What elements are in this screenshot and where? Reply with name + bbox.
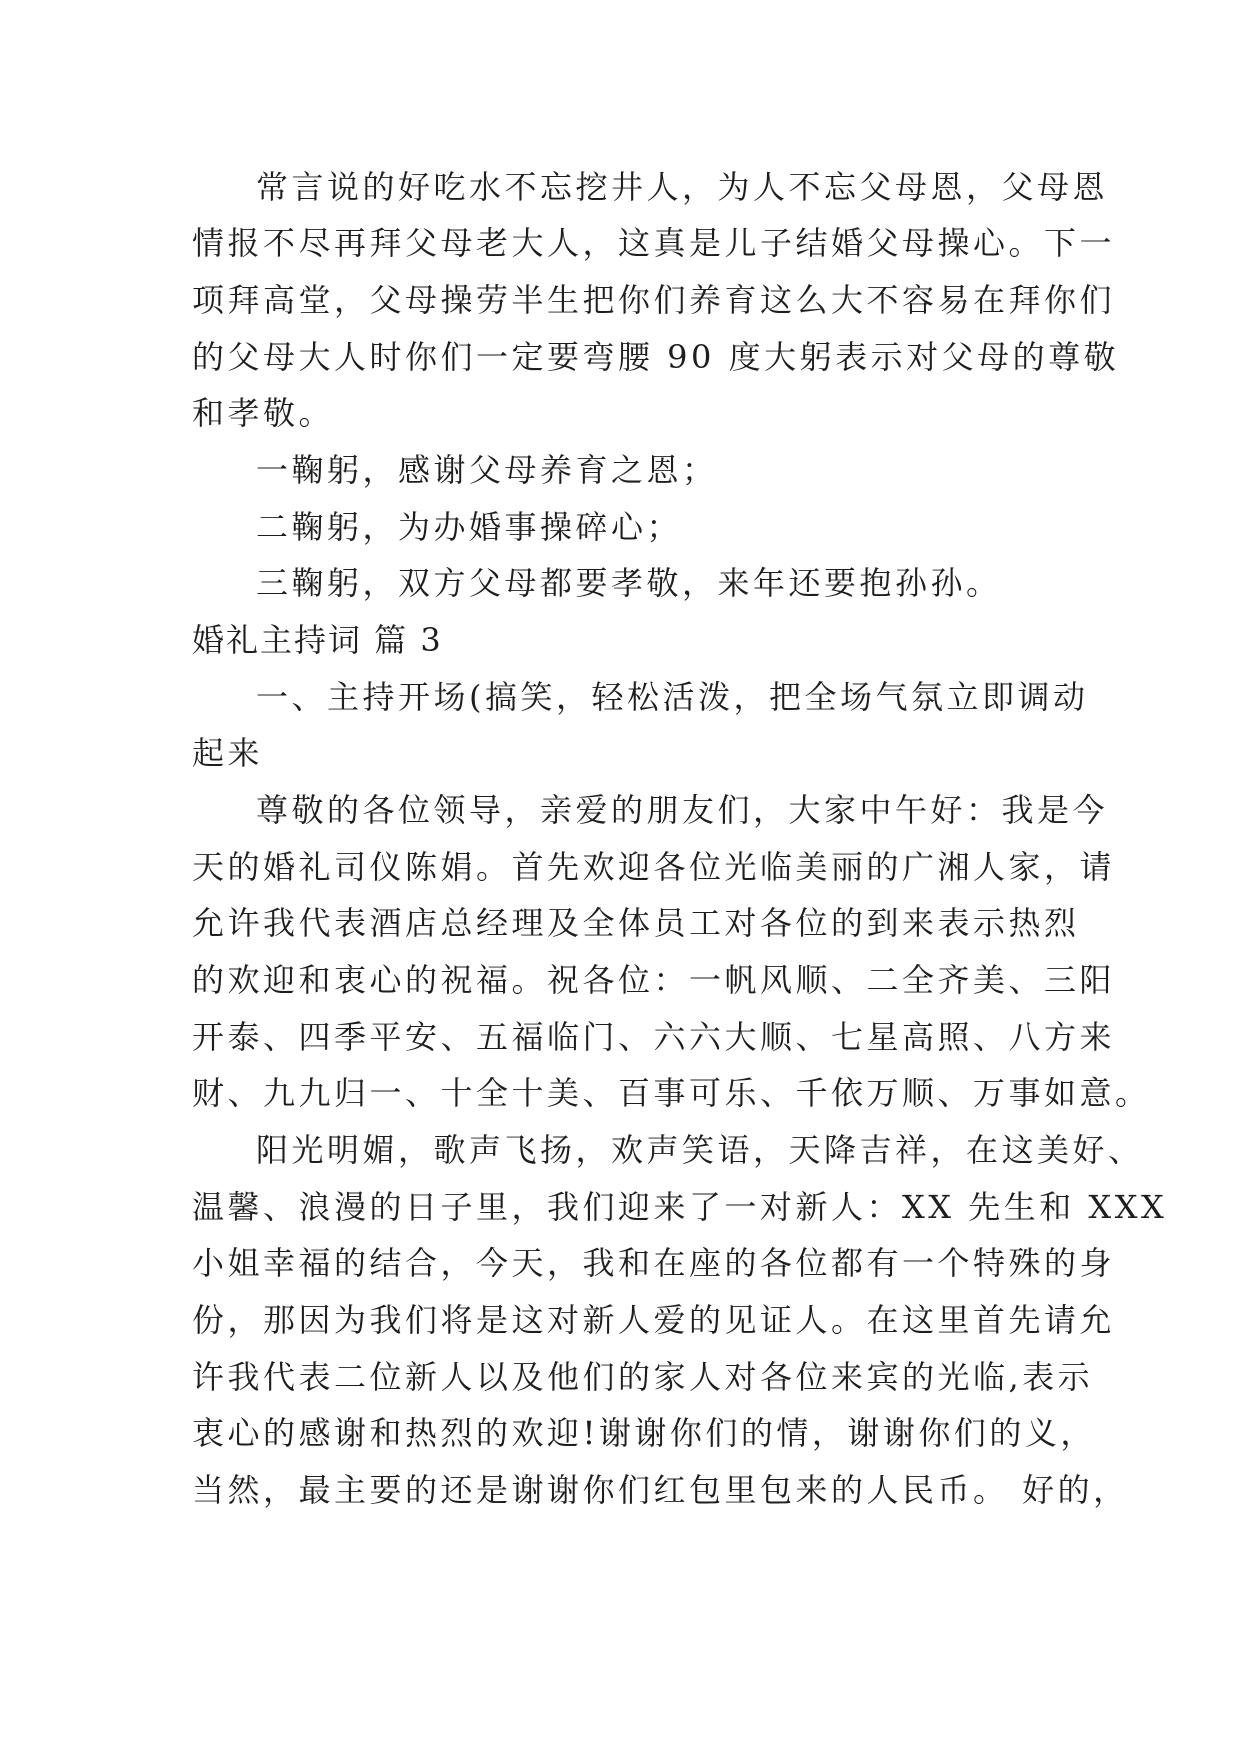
paragraph-line: 项拜高堂，父母操劳半生把你们养育这么大不容易在拜你们 <box>192 281 1116 319</box>
paragraph-line: 起来 <box>192 734 264 772</box>
paragraph-line: 一、主持开场(搞笑，轻松活泼，把全场气氛立即调动 <box>256 678 1089 716</box>
paragraph-line: 开泰、四季平安、五福临门、六六大顺、七星高照、八方来 <box>192 1018 1116 1056</box>
list-item-line: 二鞠躬，为办婚事操碎心； <box>256 508 683 546</box>
paragraph-line: 小姐幸福的结合，今天，我和在座的各位都有一个特殊的身 <box>192 1244 1116 1282</box>
list-item-line: 一鞠躬，感谢父母养育之恩； <box>256 451 718 489</box>
paragraph-line: 和孝敬。 <box>192 394 335 432</box>
paragraph-line: 天的婚礼司仪陈娟。首先欢迎各位光临美丽的广湘人家，请 <box>192 848 1116 886</box>
section-heading: 婚礼主持词 篇 3 <box>192 621 443 659</box>
paragraph-line: 许我代表二位新人以及他们的家人对各位来宾的光临,表示 <box>192 1358 1094 1396</box>
paragraph-line: 的父母大人时你们一定要弯腰 90 度大躬表示对父母的尊敬 <box>192 338 1120 376</box>
paragraph-line: 的欢迎和衷心的祝福。祝各位：一帆风顺、二全齐美、三阳 <box>192 961 1116 999</box>
paragraph-line: 允许我代表酒店总经理及全体员工对各位的到来表示热烈 <box>192 904 1080 942</box>
list-item-line: 三鞠躬，双方父母都要孝敬，来年还要抱孙孙。 <box>256 564 1002 602</box>
paragraph-line: 温馨、浪漫的日子里，我们迎来了一对新人：XX 先生和 XXX <box>192 1188 1168 1226</box>
paragraph-line: 情报不尽再拜父母老大人，这真是儿子结婚父母操心。下一 <box>192 224 1116 262</box>
paragraph-line: 阳光明媚，歌声飞扬，欢声笑语，天降吉祥，在这美好、 <box>256 1131 1144 1169</box>
paragraph-line: 衷心的感谢和热烈的欢迎!谢谢你们的情，谢谢你们的义， <box>192 1414 1096 1452</box>
paragraph-line: 尊敬的各位领导，亲爱的朋友们，大家中午好：我是今 <box>256 791 1109 829</box>
paragraph-line: 常言说的好吃水不忘挖井人，为人不忘父母恩，父母恩 <box>256 168 1109 206</box>
paragraph-line: 财、九九归一、十全十美、百事可乐、千依万顺、万事如意。 <box>192 1074 1151 1112</box>
paragraph-line: 当然，最主要的还是谢谢你们红包里包来的人民币。 好的， <box>192 1471 1129 1509</box>
paragraph-line: 份，那因为我们将是这对新人爱的见证人。在这里首先请允 <box>192 1301 1116 1339</box>
